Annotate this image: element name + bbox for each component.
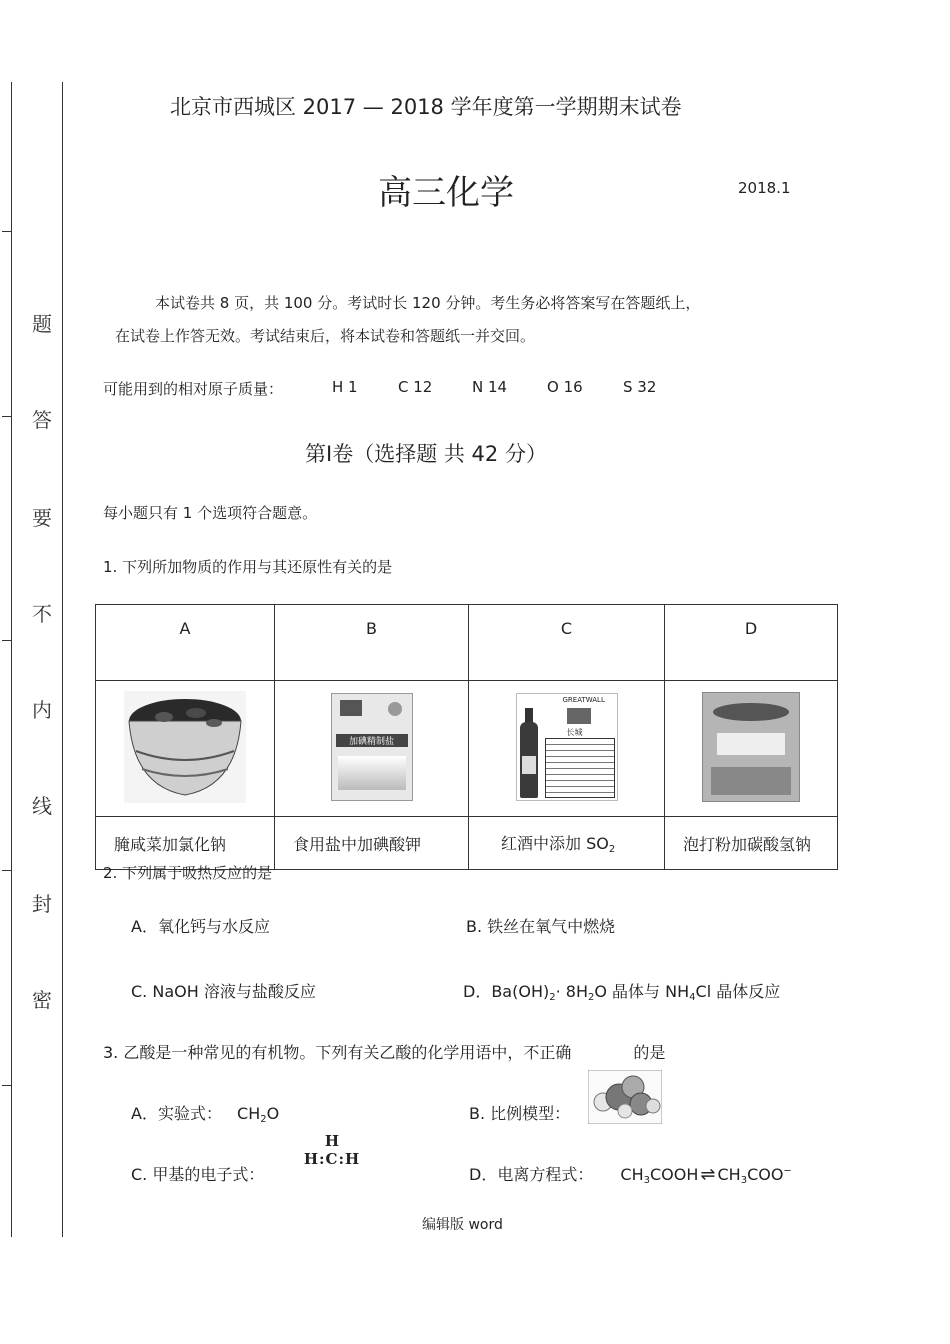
q1-image-cell-d [665, 681, 838, 817]
q3-d-eq-sub-1: 3 [643, 1175, 650, 1186]
pickle-bowl-image [124, 691, 246, 803]
q1-caption-c-sub: 2 [608, 844, 616, 855]
q2-d-sub-2: 2 [587, 992, 595, 1003]
q1-header-d: D [665, 605, 838, 681]
q3-d-eq-sub-2: 3 [740, 1175, 748, 1186]
q3-stem-text: 3. 乙酸是一种常见的有机物。下列有关乙酸的化学用语中，不正确 [103, 1043, 572, 1062]
methyl-h-top: H [324, 1132, 340, 1150]
q3-d-eq-sup: − [783, 1165, 792, 1177]
margin-tick [2, 640, 12, 641]
instructions-line-2: 在试卷上作答无效。考试结束后，将本试卷和答题纸一并交回。 [115, 327, 536, 345]
q1-image-cell-b [275, 681, 469, 817]
q2-d-text-4: Cl 晶体反应 [695, 982, 781, 1001]
q2-option-a: A．氧化钙与水反应 [131, 917, 270, 936]
methyl-electron-formula [302, 1132, 362, 1168]
exam-date: 2018.1 [738, 179, 791, 197]
q1-header-a: A [96, 605, 275, 681]
seal-char: 要 [32, 506, 52, 530]
q1-caption-a: 腌咸菜加氯化钠 [96, 817, 275, 870]
q2-d-sub-1: 2 [549, 992, 556, 1003]
subject-title: 高三化学 [378, 173, 514, 213]
q2-option-d [463, 979, 780, 1003]
atomic-mass-item: N 14 [472, 378, 508, 396]
binding-line-outer [11, 82, 12, 1237]
seal-char: 密 [32, 988, 52, 1012]
space-filling-model-image [588, 1070, 662, 1124]
seal-char: 答 [32, 408, 52, 432]
q1-image-cell-a [96, 681, 275, 817]
equilibrium-arrow-icon: ⇌ [700, 1164, 716, 1185]
q3-d-equation [620, 1165, 791, 1184]
margin-tick [2, 416, 12, 417]
seal-char: 内 [32, 698, 52, 722]
atomic-mass-item: O 16 [547, 378, 583, 396]
seal-char: 题 [32, 312, 52, 336]
q3-d-eq-1: CH [620, 1165, 644, 1184]
binding-line-inner [62, 82, 63, 1237]
footer-text: 编辑版 word [422, 1217, 503, 1233]
q2-stem: 2. 下列属于吸热反应的是 [103, 864, 273, 882]
baking-powder-image [702, 692, 800, 802]
q3-a-formula-sub: 2 [260, 1114, 267, 1125]
q2-d-text-1: D．Ba(OH) [463, 982, 550, 1001]
q1-image-cell-c [469, 681, 665, 817]
q1-stem: 1. 下列所加物质的作用与其还原性有关的是 [103, 558, 393, 576]
q2-option-b: B. 铁丝在氧气中燃烧 [466, 917, 616, 936]
atomic-mass-item: S 32 [623, 378, 657, 396]
q1-header-b: B [275, 605, 469, 681]
q3-d-eq-2: COOH [650, 1165, 699, 1184]
salt-bag-image [331, 693, 413, 801]
q1-caption-c [469, 817, 665, 870]
section-note: 每小题只有 1 个选项符合题意。 [103, 504, 318, 522]
q3-d-eq-4: COO [747, 1165, 784, 1184]
salt-bag-label: 加碘精制盐 [336, 734, 408, 747]
wine-image [516, 693, 618, 801]
q2-d-sub-3: 4 [689, 992, 696, 1003]
q3-a-label: A．实验式： [131, 1104, 222, 1123]
q2-d-text-2: · 8H [555, 982, 588, 1001]
seal-char: 不 [32, 602, 52, 626]
margin-tick [2, 231, 12, 232]
q3-stem-end: 的是 [633, 1043, 666, 1062]
q2-d-text-3: O 晶体与 NH [594, 982, 690, 1001]
wine-name: 长城 [566, 727, 583, 737]
q3-stem [103, 1040, 665, 1075]
q3-a-formula-2: O [266, 1104, 280, 1123]
exam-title: 北京市西城区 2017 — 2018 学年度第一学期期末试卷 [170, 95, 682, 119]
q3-option-b-label: B. 比例模型： [469, 1104, 571, 1123]
q1-options-table [95, 604, 838, 870]
margin-tick [2, 1085, 12, 1086]
q1-caption-b: 食用盐中加碘酸钾 [275, 817, 469, 870]
q3-option-c-label: C. 甲基的电子式： [131, 1165, 265, 1184]
methyl-hch-row: H:C:H [303, 1150, 361, 1168]
seal-char: 线 [32, 794, 52, 818]
wine-brand: GREATWALL [562, 695, 605, 704]
q2-option-c: C. NaOH 溶液与盐酸反应 [131, 982, 316, 1001]
q3-option-d [469, 1162, 792, 1186]
q3-a-formula [237, 1104, 279, 1123]
margin-tick [2, 870, 12, 871]
q3-d-label: D．电离方程式： [469, 1165, 594, 1184]
q1-caption-d: 泡打粉加碳酸氢钠 [665, 817, 838, 870]
section-title: 第Ⅰ卷（选择题 共 42 分） [305, 442, 547, 466]
instructions-line-1: 本试卷共 8 页，共 100 分。考试时长 120 分钟。考生务必将答案写在答题纸上， [155, 294, 701, 312]
atomic-mass-label: 可能用到的相对原子质量： [103, 380, 284, 398]
atomic-mass-item: C 12 [398, 378, 433, 396]
q1-header-c: C [469, 605, 665, 681]
atomic-mass-item: H 1 [332, 378, 358, 396]
q3-option-a [131, 1101, 279, 1125]
seal-char: 封 [32, 892, 52, 916]
q3-d-eq-3: CH [717, 1165, 741, 1184]
q1-caption-c-text: 红酒中添加 SO [501, 834, 609, 853]
q3-a-formula-1: CH [237, 1104, 261, 1123]
